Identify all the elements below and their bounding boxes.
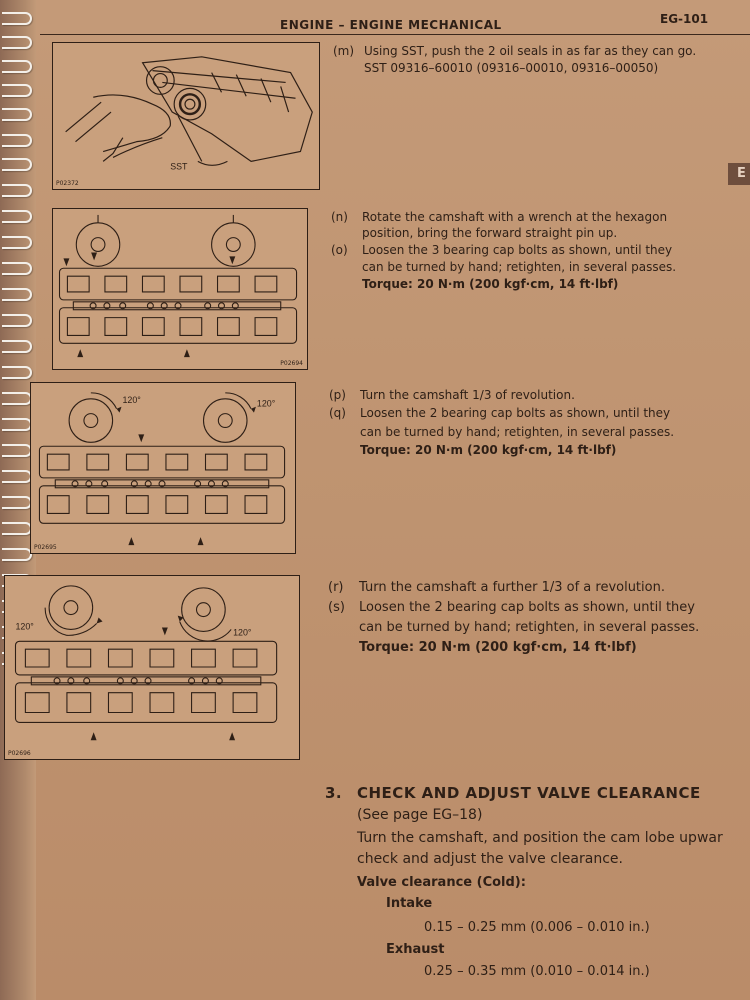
see-page-ref: (See page EG–18): [357, 807, 483, 823]
header-divider: [40, 34, 750, 35]
sst-label: SST: [170, 161, 188, 172]
angle-label-right: 120°: [233, 627, 252, 638]
figure-bearing-caps-3: [4, 575, 300, 760]
torque-spec: Torque: 20 N·m (200 kgf·cm, 14 ft·lbf): [360, 443, 617, 457]
section-tab: E: [728, 163, 750, 185]
step-id: (r): [328, 580, 344, 595]
intake-label: Intake: [386, 896, 433, 911]
step-id: (q): [329, 406, 346, 420]
step-text: can be turned by hand; retighten, in several passes.: [362, 260, 677, 274]
step-text: Turn the camshaft 1/3 of revolution.: [360, 388, 575, 402]
instruction-text: check and adjust the valve clearance.: [357, 851, 623, 867]
step-id: (m): [333, 44, 355, 58]
exhaust-label: Exhaust: [386, 942, 445, 957]
section-number: 3.: [325, 784, 343, 802]
torque-spec: Torque: 20 N·m (200 kgf·cm, 14 ft·lbf): [359, 640, 637, 655]
torque-spec: Torque: 20 N·m (200 kgf·cm, 14 ft·lbf): [362, 277, 619, 291]
figure-oil-seal-sst: [52, 42, 320, 190]
step-text: Loosen the 2 bearing cap bolts as shown, until they: [360, 406, 671, 420]
sst-numbers: SST 09316–60010 (09316–00010, 09316–00050): [364, 61, 659, 75]
camshaft-diagram-120: [31, 383, 295, 553]
step-text: Using SST, push the 2 oil seals in as far as they can go.: [364, 44, 697, 58]
instruction-text: Turn the camshaft, and position the cam lobe upwar: [357, 830, 723, 846]
angle-label-left: 120°: [122, 394, 141, 405]
angle-label-left: 120°: [15, 621, 34, 632]
figure-bearing-caps-1: [52, 208, 308, 370]
step-id: (o): [331, 243, 348, 257]
oil-seal-illustration: [53, 43, 319, 189]
figure-code: P02372: [56, 180, 79, 187]
step-id: (p): [329, 388, 346, 402]
step-text: Loosen the 3 bearing cap bolts as shown, until they: [362, 243, 673, 257]
step-text: can be turned by hand; retighten, in several passes.: [359, 620, 700, 635]
step-id: (s): [328, 600, 345, 615]
camshaft-diagram: [53, 209, 307, 369]
page-number: EG-101: [660, 12, 709, 26]
figure-code: P02695: [34, 544, 57, 551]
page-header-title: ENGINE – ENGINE MECHANICAL: [280, 18, 502, 32]
step-text: Turn the camshaft a further 1/3 of a revolution.: [359, 580, 665, 595]
figure-code: P02696: [8, 750, 31, 757]
step-text: can be turned by hand; retighten, in several passes.: [360, 425, 675, 439]
exhaust-value: 0.25 – 0.35 mm (0.010 – 0.014 in.): [424, 964, 650, 979]
figure-bearing-caps-2: [30, 382, 296, 554]
camshaft-diagram-120-further: [5, 576, 299, 759]
step-id: (n): [331, 210, 348, 224]
step-text: position, bring the forward straight pin up.: [362, 226, 618, 240]
angle-label-right: 120°: [256, 398, 276, 409]
section-title: CHECK AND ADJUST VALVE CLEARANCE: [357, 784, 701, 802]
valve-clearance-label: Valve clearance (Cold):: [357, 875, 526, 890]
figure-code: P02694: [280, 360, 303, 367]
step-text: Rotate the camshaft with a wrench at the hexagon: [362, 210, 668, 224]
step-text: Loosen the 2 bearing cap bolts as shown, until they: [359, 600, 695, 615]
intake-value: 0.15 – 0.25 mm (0.006 – 0.010 in.): [424, 920, 650, 935]
